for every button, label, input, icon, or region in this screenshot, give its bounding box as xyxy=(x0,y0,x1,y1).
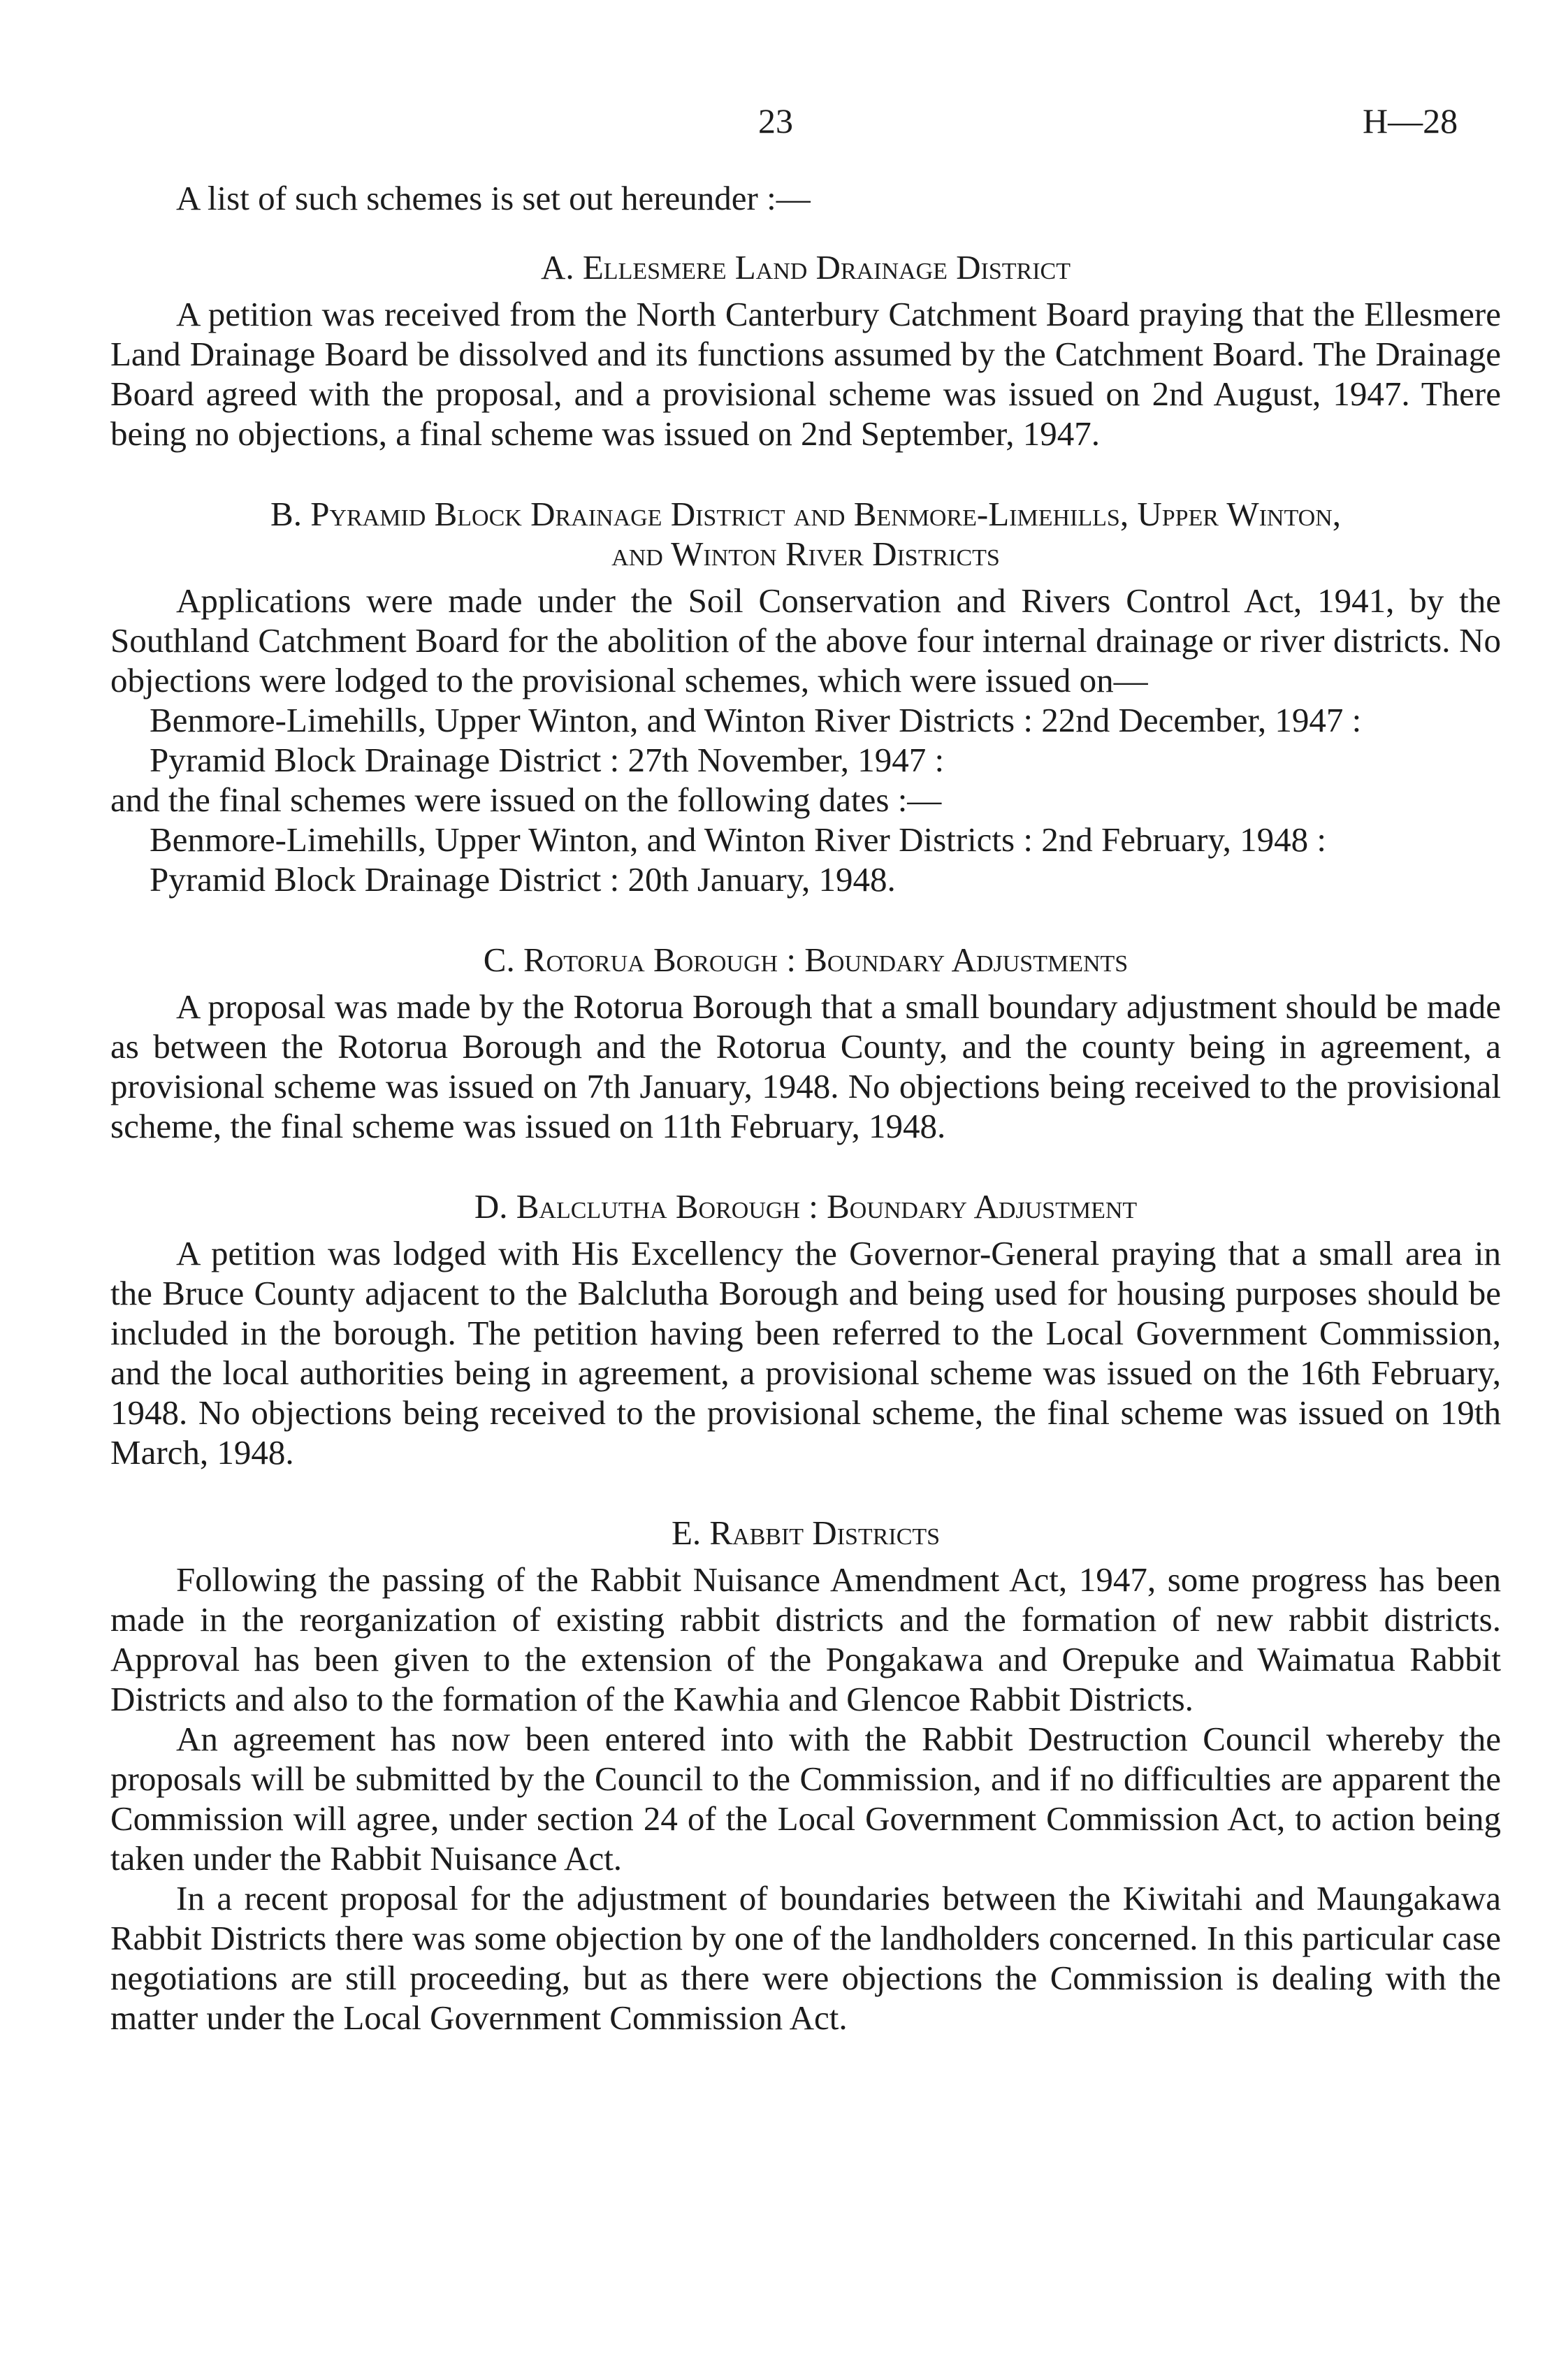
section-heading: B. Pyramid Block Drainage District and Benmore-Limehills, Upper Winton, xyxy=(270,495,1341,533)
section-paragraph: A petition was lodged with His Excellency the Governor-General praying that a small area in the Bruce County adjacent to the Balclutha Borough and being used for housing purposes should be included in the borough. The petition having been referred to the Local Government Commission, and the local authorities being in agreement, a provisional scheme was issued on the 16th February, 1948. No objections being received to the provisional scheme, the final scheme was issued on 19th March, 1948. xyxy=(110,1234,1501,1472)
final-date-item: Benmore-Limehills, Upper Winton, and Winton River Districts : 2nd February, 1948 : xyxy=(150,820,1327,859)
section-paragraph: An agreement has now been entered into with the Rabbit Destruction Council whereby the proposals will be submitted by the Council to the Commission, and if no difficulties are apparent the Commission will agree, under section 24 of the Local Government Commission Act, to action being taken under the Rabbit Nuisance Act. xyxy=(110,1720,1501,1878)
section-c xyxy=(110,940,1501,1146)
final-date-item: Pyramid Block Drainage District : 20th January, 1948. xyxy=(150,860,896,899)
section-a xyxy=(110,247,1501,453)
section-heading: C. Rotorua Borough : Boundary Adjustments xyxy=(483,941,1129,979)
final-dates-intro: and the final schemes were issued on the following dates :— xyxy=(110,781,942,819)
section-heading: E. Rabbit Districts xyxy=(671,1514,941,1552)
section-d xyxy=(110,1187,1501,1472)
section-heading-continued: and Winton River Districts xyxy=(611,535,1000,573)
page-number: 23 xyxy=(758,101,793,140)
page-content xyxy=(110,178,1501,2078)
provisional-date-item: Benmore-Limehills, Upper Winton, and Winton River Districts : 22nd December, 1947 : xyxy=(150,701,1362,739)
section-heading: D. Balclutha Borough : Boundary Adjustment xyxy=(474,1187,1138,1226)
provisional-date-item: Pyramid Block Drainage District : 27th November, 1947 : xyxy=(150,741,945,779)
section-paragraph: Applications were made under the Soil Conservation and Rivers Control Act, 1941, by the Southland Catchment Board for the abolition of the above four internal drainage or river districts. No objections were lodged to the provisional schemes, which were issued on— xyxy=(110,581,1501,699)
document-code: H—28 xyxy=(1363,101,1458,140)
section-b xyxy=(110,494,1501,899)
section-paragraph: In a recent proposal for the adjustment of boundaries between the Kiwitahi and Maungakawa Rabbit Districts there was some objection by one of the landholders concerned. In this particular case negotiations are still proceeding, but as there were objections the Commission is dealing with the matter under the Local Government Commission Act. xyxy=(110,1879,1501,2037)
intro-paragraph: A list of such schemes is set out hereunder :— xyxy=(176,179,811,217)
section-paragraph: A proposal was made by the Rotorua Borough that a small boundary adjustment should be made as between the Rotorua Borough and the Rotorua County, and the county being in agreement, a provisional scheme was issued on 7th January, 1948. No objections being received to the provisional scheme, the final scheme was issued on 11th February, 1948. xyxy=(110,987,1501,1145)
section-paragraph: Following the passing of the Rabbit Nuisance Amendment Act, 1947, some progress has been made in the reorganization of existing rabbit districts and the formation of new rabbit districts. Approval has been given to the extension of the Pongakawa and Orepuke and Waimatua Rabbit Districts and also to the formation of the Kawhia and Glencoe Rabbit Districts. xyxy=(110,1560,1501,1718)
section-paragraph: A petition was received from the North Canterbury Catchment Board praying that the Ellesmere Land Drainage Board be dissolved and its functions assumed by the Catchment Board. The Drainage Board agreed with the proposal, and a provisional scheme was issued on 2nd August, 1947. There being no objections, a final scheme was issued on 2nd September, 1947. xyxy=(110,295,1501,453)
section-heading: A. Ellesmere Land Drainage District xyxy=(540,248,1071,286)
section-e xyxy=(110,1513,1501,2038)
